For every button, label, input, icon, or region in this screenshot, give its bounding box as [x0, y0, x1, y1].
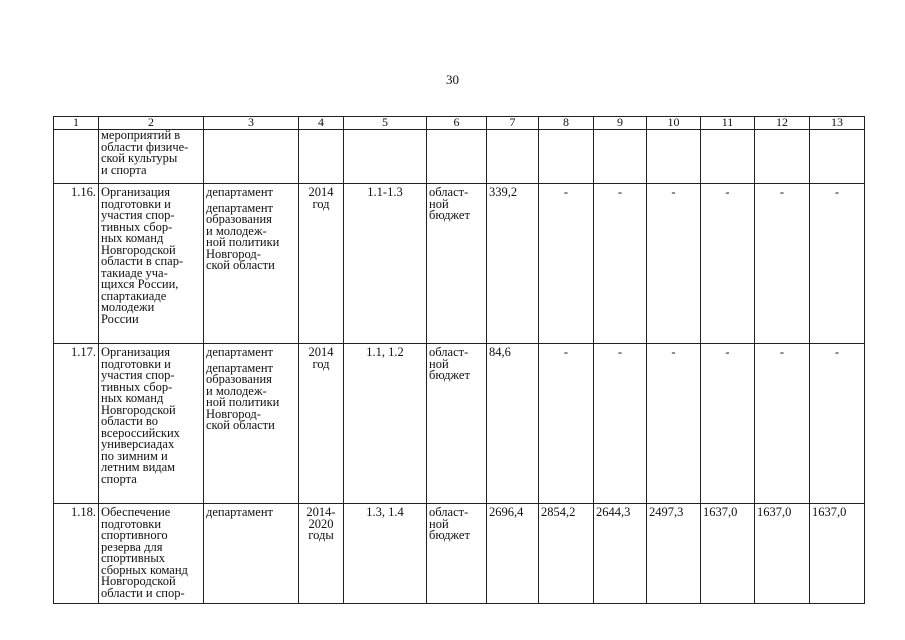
executor-primary: департамент	[206, 185, 274, 199]
table-row	[54, 504, 865, 604]
value-2014: 2696,4	[487, 504, 539, 604]
value-2017: 2497,3	[647, 504, 701, 604]
activity-name: мероприятий в области физиче- ской культуры и спорта	[101, 129, 189, 177]
program-table	[53, 116, 865, 604]
column-header: 8	[539, 117, 594, 130]
value-2016: 2644,3	[594, 504, 647, 604]
row-number: 1.17.	[54, 344, 99, 504]
column-header: 5	[344, 117, 427, 130]
column-header: 10	[647, 117, 701, 130]
period: 2014 год	[308, 185, 334, 211]
funding-source: област- ной бюджет	[429, 345, 470, 382]
value-2020: -	[810, 344, 865, 504]
column-header: 12	[755, 117, 810, 130]
column-header: 1	[54, 117, 99, 130]
table-row-continuation	[54, 130, 865, 184]
value-2014: 84,6	[487, 344, 539, 504]
value-2015: 2854,2	[539, 504, 594, 604]
column-header: 4	[299, 117, 344, 130]
value-2014: 339,2	[487, 184, 539, 344]
column-number-row	[54, 117, 865, 130]
column-header: 3	[204, 117, 299, 130]
value-2016: -	[594, 184, 647, 344]
executor-secondary: департамент образования и молодеж- ной политики Новгород- ской области	[206, 200, 280, 272]
page-number: 30	[446, 72, 459, 87]
column-header: 11	[701, 117, 755, 130]
activity-name: Организация подготовки и участия спор- тивных сбор- ных команд Новгородской области в спар- такиаде уча- щихся России, спартакиаде молодежи России	[101, 185, 184, 326]
value-2016: -	[594, 344, 647, 504]
target-indicators: 1.3, 1.4	[344, 504, 427, 604]
row-number: 1.16.	[54, 184, 99, 344]
activity-name: Обеспечение подготовки спортивного резерва для спортивных сборных команд Новгородской области и спор-	[101, 505, 188, 600]
period: 2014 год	[308, 345, 334, 371]
period: 2014- 2020 годы	[306, 505, 336, 542]
value-2018: 1637,0	[701, 504, 755, 604]
executor-secondary: департамент образования и молодеж- ной политики Новгород- ской области	[206, 360, 280, 432]
column-header: 7	[487, 117, 539, 130]
value-2020: 1637,0	[810, 504, 865, 604]
row-number: 1.18.	[54, 504, 99, 604]
value-2017: -	[647, 184, 701, 344]
target-indicators: 1.1, 1.2	[344, 344, 427, 504]
funding-source: област- ной бюджет	[429, 185, 470, 222]
executor-primary: департамент	[206, 345, 274, 359]
column-header: 2	[99, 117, 204, 130]
target-indicators: 1.1-1.3	[344, 184, 427, 344]
table-row	[54, 344, 865, 504]
value-2020: -	[810, 184, 865, 344]
value-2018: -	[701, 184, 755, 344]
value-2018: -	[701, 344, 755, 504]
funding-source: област- ной бюджет	[429, 505, 470, 542]
table-row	[54, 184, 865, 344]
column-header: 13	[810, 117, 865, 130]
column-header: 6	[427, 117, 487, 130]
column-header: 9	[594, 117, 647, 130]
activity-name: Организация подготовки и участия спор- тивных сбор- ных команд Новгородской области во всероссийских универсиадах по зимним и летним видам спорта	[101, 345, 180, 486]
value-2015: -	[539, 344, 594, 504]
value-2019: 1637,0	[755, 504, 810, 604]
value-2019: -	[755, 184, 810, 344]
value-2015: -	[539, 184, 594, 344]
value-2017: -	[647, 344, 701, 504]
value-2019: -	[755, 344, 810, 504]
executor-primary: департамент	[206, 505, 274, 519]
